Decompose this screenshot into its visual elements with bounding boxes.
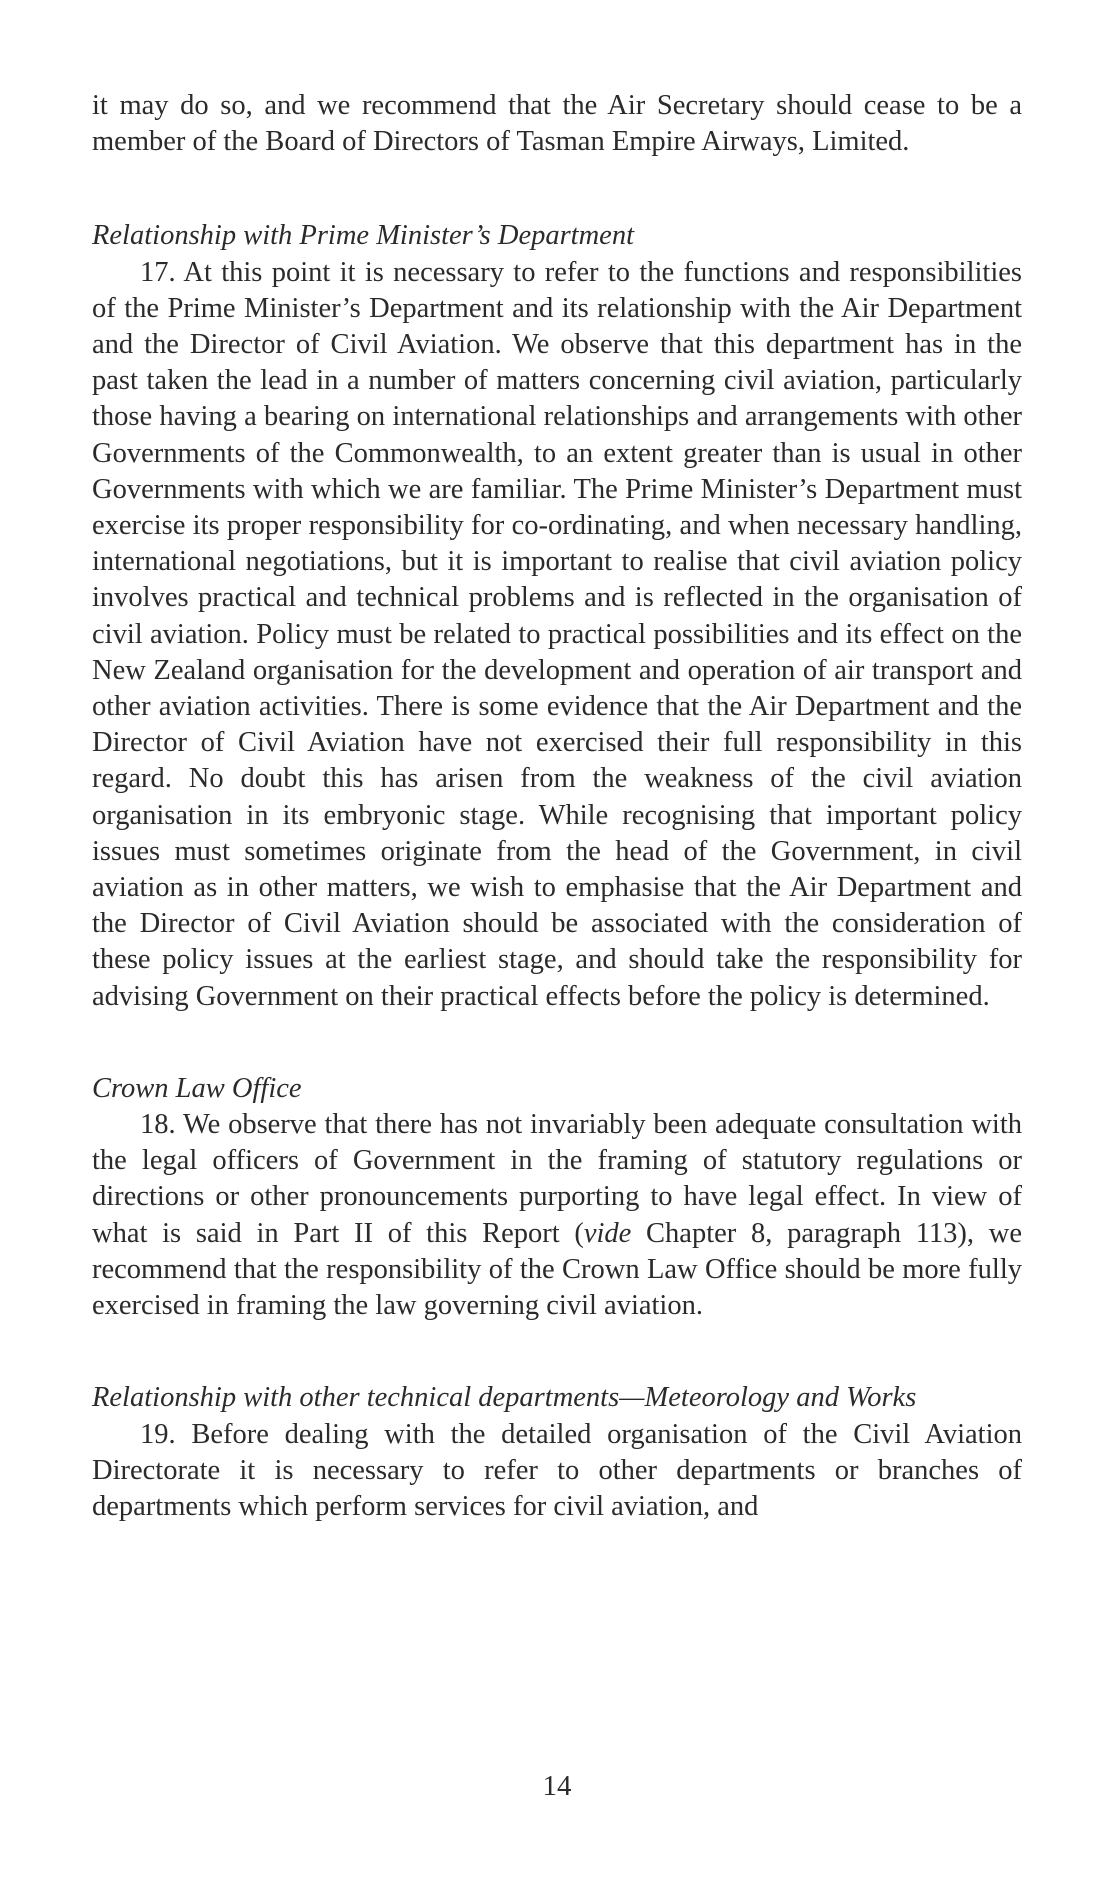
page-number: 14	[542, 1770, 572, 1802]
section-heading-technical-departments: Relationship with other technical departments—Meteorology and Works	[92, 1382, 917, 1414]
paragraph-17: 17. At this point it is necessary to refer to the functions and responsibilities of the Prime Minister’s Department and its relationship with the Air Department and the Director of Civil Aviation. We observe that this department has in the past taken the lead in a number of matters concerning civil aviation, particularly those having a bearing on international relationships and arrangements with other Governments of the Commonwealth, to an extent greater than is usual in other Governments with which we are familiar. The Prime Minister’s Department must exercise its proper responsibility for co-ordinating, and when necessary handling, international negotiations, but it is important to realise that civil aviation policy involves practical and technical problems and is reflected in the organisation of civil aviation. Policy must be related to practical possibilities and its effect on the New Zealand organisation for the development and operation of air transport and other aviation activities. There is some evidence that the Air Department and the Director of Civil Aviation have not exercised their full responsibility in this regard. No doubt this has arisen from the weakness of the civil aviation organisation in its embryonic stage. While recognising that important policy issues must sometimes originate from the head of the Government, in civil aviation as in other matters, we wish to emphasise that the Air Department and the Director of Civil Aviation should be associated with the consideration of these policy issues at the earliest stage, and should take the responsibility for advising Government on their practical effects before the policy is determined.	[92, 256, 1022, 1012]
paragraph-18-vide: vide	[583, 1217, 632, 1249]
paragraph-18	[92, 1107, 1022, 1324]
document-page	[92, 88, 1022, 1525]
paragraph-18-text-before: 18. We observe that there has not invariably been adequate consultation with the legal officers of Government in the framing of statutory regulations or directions or other pronouncements purporting to have legal effect. In view of what is said in Part II of this Report (	[92, 1109, 1022, 1249]
section-heading-prime-ministers-department: Relationship with Prime Minister’s Department	[92, 220, 635, 252]
continuation-paragraph: it may do so, and we recommend that the Air Secretary should cease to be a member of the Board of Directors of Tasman Empire Airways, Limited.	[92, 90, 1022, 158]
paragraph-18-text-after: Chapter 8, paragraph 113), we recommend that the responsibility of the Crown Law Office should be more fully exercised in framing the law governing civil aviation.	[92, 1217, 1023, 1322]
paragraph-19: 19. Before dealing with the detailed organisation of the Civil Aviation Directorate it is necessary to refer to other departments or branches of departments which perform services for civil aviation, and	[92, 1418, 1022, 1522]
section-heading-crown-law-office: Crown Law Office	[92, 1072, 302, 1104]
